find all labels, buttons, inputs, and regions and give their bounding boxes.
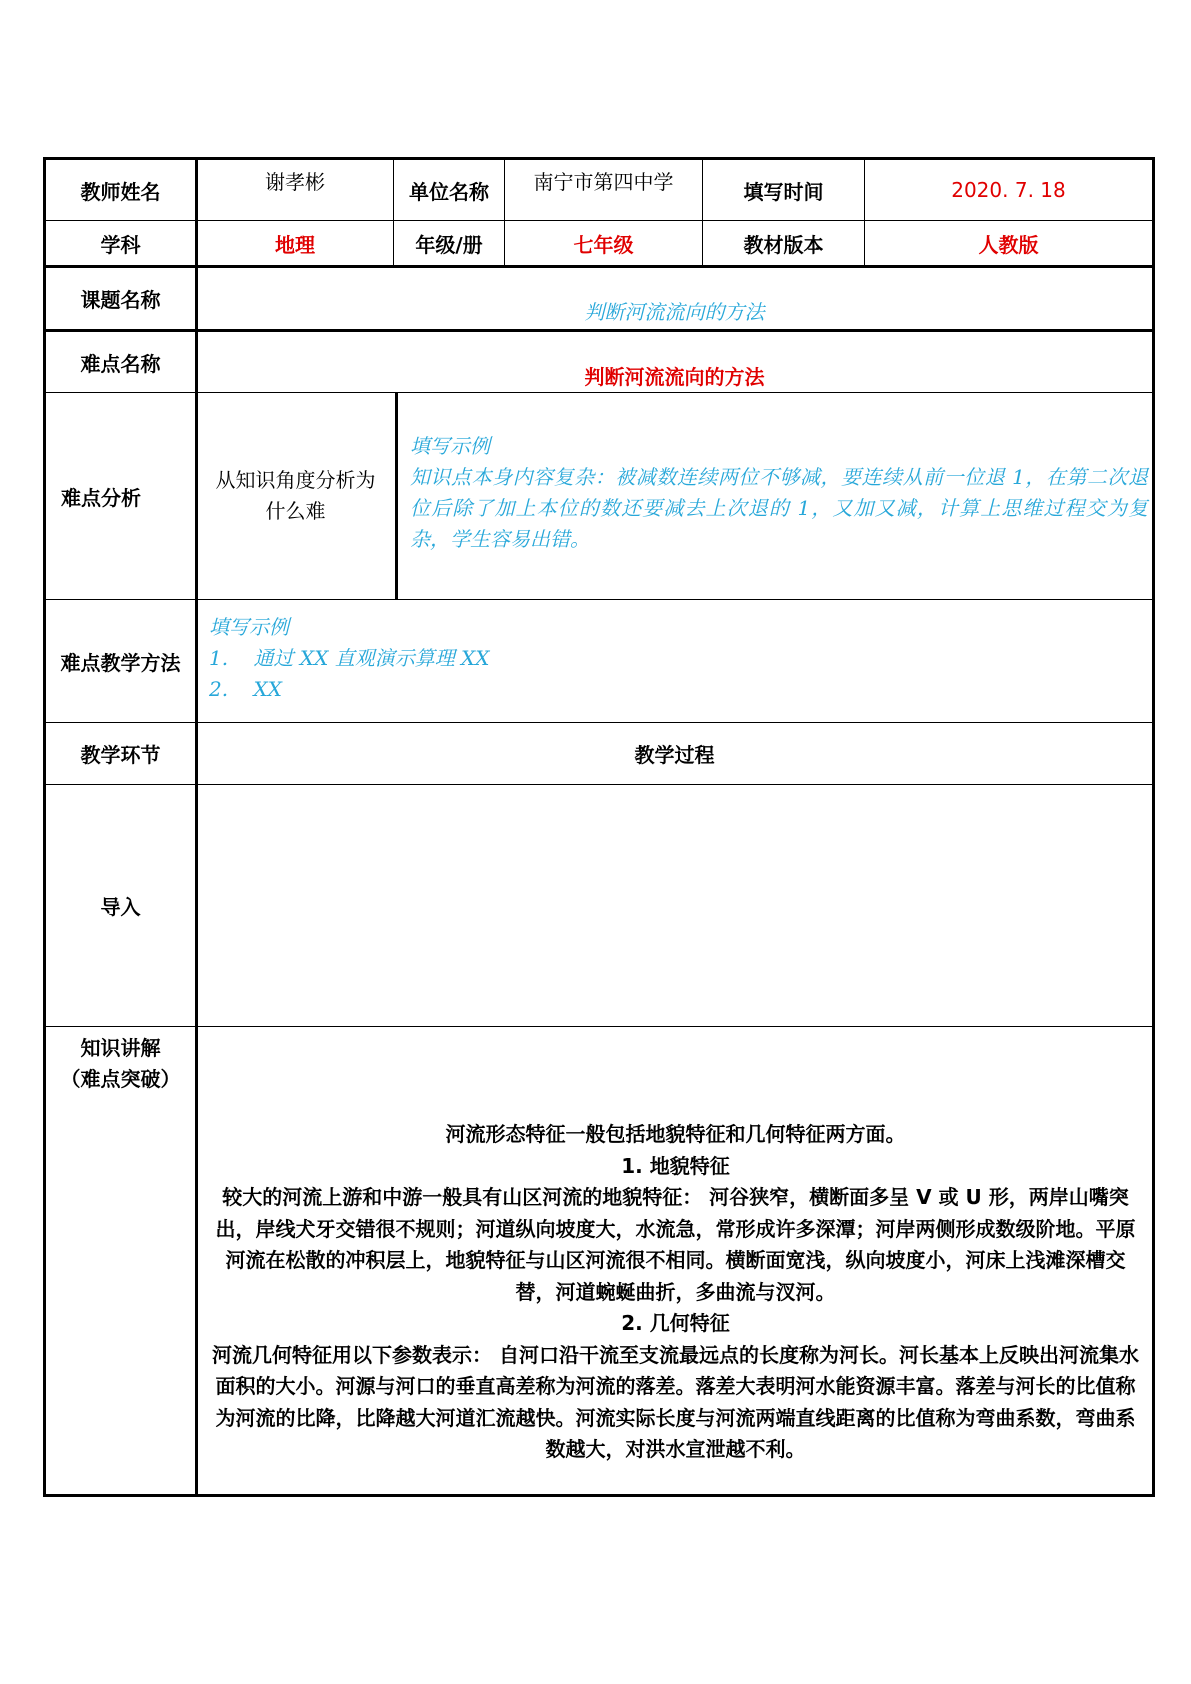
- topic-row: [43, 268, 1155, 329]
- method-row: [43, 600, 1155, 722]
- analysis-example: [398, 393, 1152, 599]
- header-row-1: [43, 157, 1155, 220]
- analysis-example-title: 填写示例: [410, 434, 490, 458]
- grade-label: 年级/册: [415, 232, 483, 257]
- knowledge-paragraph-2: 河流几何特征用以下参数表示： 自河口沿干流至支流最远点的长度称为河长。河长基本上反映出河流集水面积的大小。河源与河口的垂直高差称为河流的落差。落差大表明河水能资源丰富。落差与河长的比值称为河流的比降，比降越大河道汇流越快。河流实际长度与河流两端直线距离的比值称为弯曲系数，弯曲系数越大，对洪水宣泄越不利。: [212, 1342, 1139, 1461]
- analysis-sub-label: [197, 393, 394, 599]
- knowledge-intro-line: 河流形态特征一般包括地貌特征和几何特征两方面。: [445, 1122, 906, 1146]
- subject-label: 学科: [100, 232, 141, 257]
- date-value: 2020. 7. 18: [951, 178, 1066, 202]
- topic-value: 判断河流流向的方法: [584, 300, 765, 324]
- intro-row: [43, 785, 1155, 1026]
- header-row-2: [43, 221, 1155, 265]
- unit-label: 单位名称: [409, 179, 489, 204]
- knowledge-paragraph-1: 较大的河流上游和中游一般具有山区河流的地貌特征： 河谷狭窄，横断面多呈 V 或 U 形，两岸山嘴突出，岸线犬牙交错很不规则；河道纵向坡度大，水流急，常形成许多深潭；河岸两侧形成数级阶地。平原河流在松散的冲积层上，地貌特征与山区河流很不相同。横断面宽浅，纵向坡度小，河床上浅滩深槽交替，河道蜿蜒曲折，多曲流与汊河。: [215, 1185, 1136, 1304]
- lesson-plan-table: [43, 157, 1155, 1497]
- knowledge-heading-1: 1. 地貌特征: [621, 1153, 730, 1178]
- edition-label: 教材版本: [743, 232, 824, 257]
- difficulty-row: [43, 332, 1155, 392]
- process-header-row: [43, 723, 1155, 784]
- knowledge-row: [43, 1027, 1155, 1497]
- process-value: 教学过程: [634, 743, 715, 767]
- knowledge-label-line1: 知识讲解: [80, 1036, 161, 1060]
- teacher-label: 教师姓名: [80, 179, 161, 204]
- method-example-title: 填写示例: [209, 615, 289, 639]
- analysis-label: 难点分析: [61, 485, 141, 510]
- intro-content: [197, 785, 1152, 1026]
- analysis-row: [43, 393, 1155, 599]
- topic-label: 课题名称: [80, 288, 161, 312]
- process-label: 教学环节: [80, 743, 161, 767]
- grade-value: 七年级: [573, 232, 634, 257]
- knowledge-content: [197, 1027, 1152, 1494]
- intro-label: 导入: [100, 895, 141, 919]
- unit-value: 南宁市第四中学: [533, 170, 674, 194]
- difficulty-value: 判断河流流向的方法: [584, 365, 765, 389]
- knowledge-label-line2: （难点突破）: [60, 1067, 181, 1091]
- date-label: 填写时间: [743, 179, 824, 204]
- method-content: [197, 600, 1152, 722]
- difficulty-label: 难点名称: [80, 351, 161, 376]
- teacher-value: 谢孝彬: [265, 170, 325, 194]
- method-label: 难点教学方法: [60, 650, 181, 675]
- method-item-1: 1. 通过 XX 直观演示算理 XX: [209, 646, 490, 670]
- analysis-sub-label-text: 从知识角度分析为什么难: [215, 468, 376, 523]
- subject-value: 地理: [275, 232, 315, 257]
- knowledge-heading-2: 2. 几何特征: [621, 1311, 730, 1335]
- method-item-2: 2. XX: [209, 677, 282, 701]
- edition-value: 人教版: [978, 232, 1039, 257]
- knowledge-label: [46, 1027, 195, 1494]
- analysis-example-text: 知识点本身内容复杂：被减数连续两位不够减，要连续从前一位退 1，在第二次退位后除了加上本位的数还要减去上次退的 1，又加又减，计算上思维过程交为复杂，学生容易出错。: [410, 465, 1148, 551]
